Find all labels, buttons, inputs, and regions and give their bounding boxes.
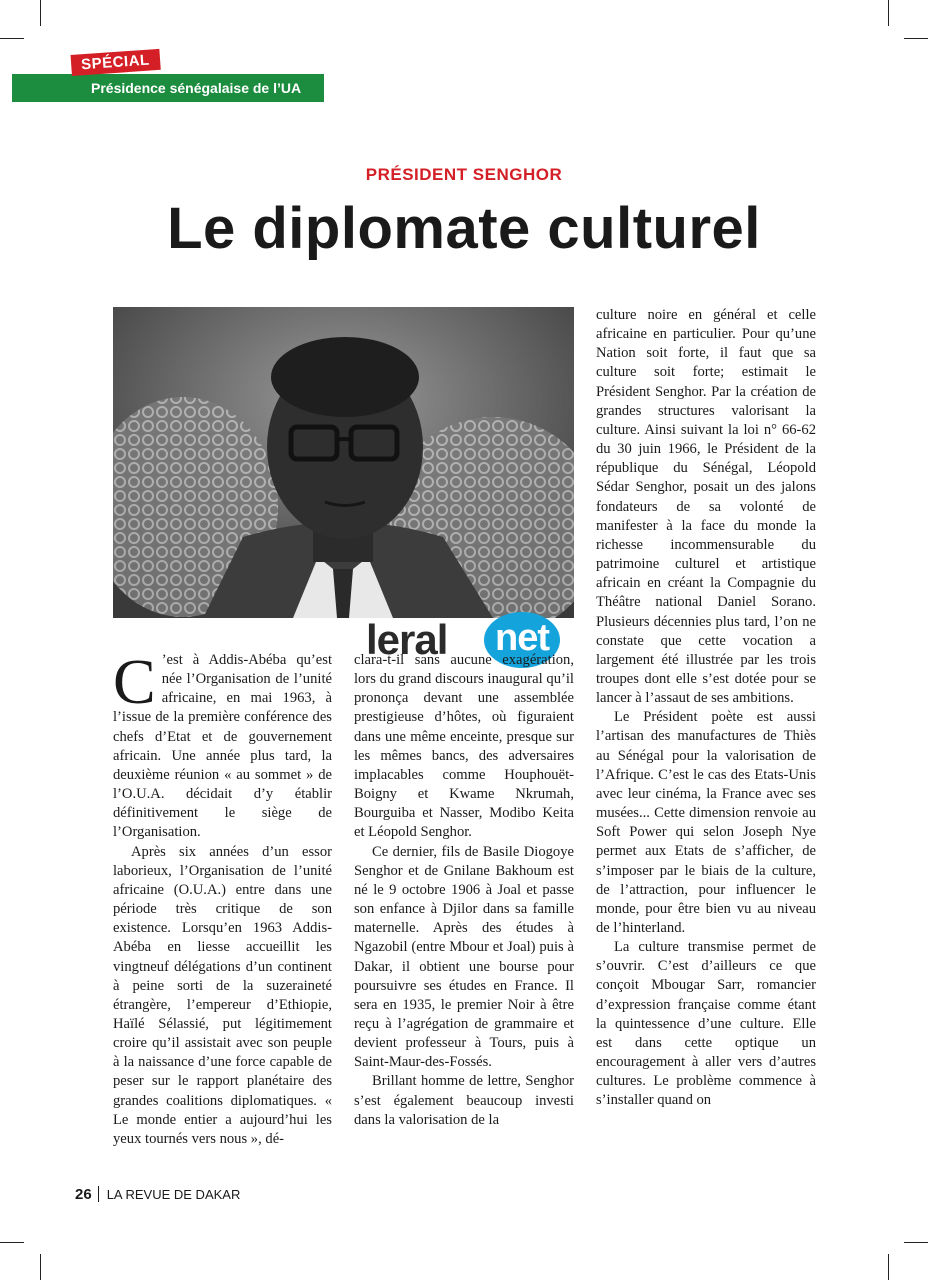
- article-title: Le diplomate culturel: [167, 196, 761, 261]
- paragraph: Le Président poète est aussi l’artisan des manufactures de Thiès au Sénégal pour la valorisation de l’Afrique. C’est le cas des Etats-Unis avec leur cinéma, la France avec ses musées... Cette dimension renvoie au Soft Power qui selon Joseph Nye permet aux Etats de s’afficher, de s’imposer par le biais de la culture, de l’attraction, pour influencer le monde, pour être bien vu au niveau de l’hinterland.: [596, 709, 816, 936]
- crop-mark: [0, 38, 24, 39]
- crop-mark: [40, 1254, 41, 1280]
- drop-cap: C: [113, 646, 156, 717]
- article-kicker: PRÉSIDENT SENGHOR: [365, 165, 563, 184]
- paragraph: clara-t-il sans aucune exagération, lors du grand discours inaugural qu’il prononça devant une assemblée prestigieuse d’hôtes, où figuraient dans une même enceinte, presque sur les mêmes bancs, des adversaires implacables comme Houphouët-Boigny et Kwame Nkrumah, Bourguiba et Nasser, Modibo Keita et Léopold Senghor.: [354, 652, 574, 841]
- crop-mark: [40, 0, 41, 26]
- logo-text-leral: leral: [366, 616, 448, 663]
- paragraph: [113, 646, 332, 843]
- page-number: 26: [75, 1186, 92, 1203]
- crop-mark: [888, 0, 889, 26]
- text-column-2: [354, 651, 574, 1130]
- page-footer: [75, 1186, 240, 1203]
- crop-mark: [904, 1242, 928, 1243]
- paragraph: Ce dernier, fils de Basile Diogoye Senghor et de Gnilane Bakhoum est né le 9 octobre 1906 à Joal et passe son enfance à Djilor dans sa famille maternelle. Après des études à Ngazobil (entre Mbour et Joal) puis à Dakar, il obtient une bourse pour poursuivre ses études en France. Il sera en 1935, le premier Noir à être reçu à l’agrégation de grammaire et devient professeur à Tours, puis à Saint-Maur-des-Fossés.: [354, 843, 574, 1071]
- publication-name: LA REVUE DE DAKAR: [106, 1187, 241, 1202]
- crop-mark: [0, 1242, 24, 1243]
- crop-mark: [888, 1254, 889, 1280]
- logo-text-net: net: [484, 612, 560, 668]
- paragraph-text: ’est à Addis-Abéba qu’est née l’Organisation de l’unité africaine, en mai 1963, à l’issue de la première conférence des chefs d’Etat et de gouvernement africain. Une année plus tard, la deuxième réunion « au sommet » de l’O.U.A. décidait d’y établir définitivement le siège de l’Organisation.: [113, 652, 332, 841]
- section-label: Présidence sénégalaise de l’UA: [12, 74, 324, 102]
- paragraph: La culture transmise permet de s’ouvrir. C’est d’ailleurs ce que conçoit Mbougar Sarr, romancier d’expression française comme étant la quintessence d’une culture. Elle est dans cette optique un encouragement à aller vers d’autres cultures. Le problème commence à s’installer quand on: [596, 939, 816, 1109]
- crop-mark: [904, 38, 928, 39]
- text-column-1: [113, 646, 332, 1149]
- paragraph: culture noire en général et celle africaine en particulier. Pour qu’une Nation soit forte, il faut que sa culture soit forte; estimait le Président Senghor. Par la création de grandes structures valorisant la culture. Ainsi suivant la loi n° 66-62 du 30 juin 1966, le Président de la république du Sénégal, Léopold Sédar Senghor, posait un des jalons fondateurs de sa volonté de manifester à la face du monde la richesse incommensurable du patrimoine culturel et artistique africain en créant la Compagnie du Théâtre national Daniel Sorano. Plusieurs décennies plus tard, l’on ne constate que cette vocation a largement été illustrée par les trois troupes dont elle s’est dotée pour se lancer à l’assaut de ses ambitions.: [596, 307, 816, 707]
- text-column-3: [596, 306, 816, 1111]
- footer-divider: [98, 1186, 99, 1202]
- special-tag: SPÉCIAL: [71, 49, 161, 76]
- portrait-photo: [113, 307, 574, 618]
- paragraph: Après six années d’un essor laborieux, l’Organisation de l’unité africaine (O.U.A.) entre dans une période très critique de son existence. Lorsqu’en 1963 Addis-Abéba en liesse accueillit les vingtneuf délégations d’un continent à peine sorti de la suzeraineté étrangère, l’empereur d’Ethiopie, Haïlé Sélassié, put légitimement croire qu’il assistait avec son peuple à la naissance d’une force capable de peser sur le rapport planétaire des grandes coalitions diplomatiques. « Le monde entier a aujourd’hui les yeux tournés vers nous », dé-: [113, 843, 332, 1147]
- portrait-illustration: [113, 307, 574, 618]
- paragraph: Brillant homme de lettre, Senghor s’est également beaucoup investi dans la valorisation de la: [354, 1073, 574, 1128]
